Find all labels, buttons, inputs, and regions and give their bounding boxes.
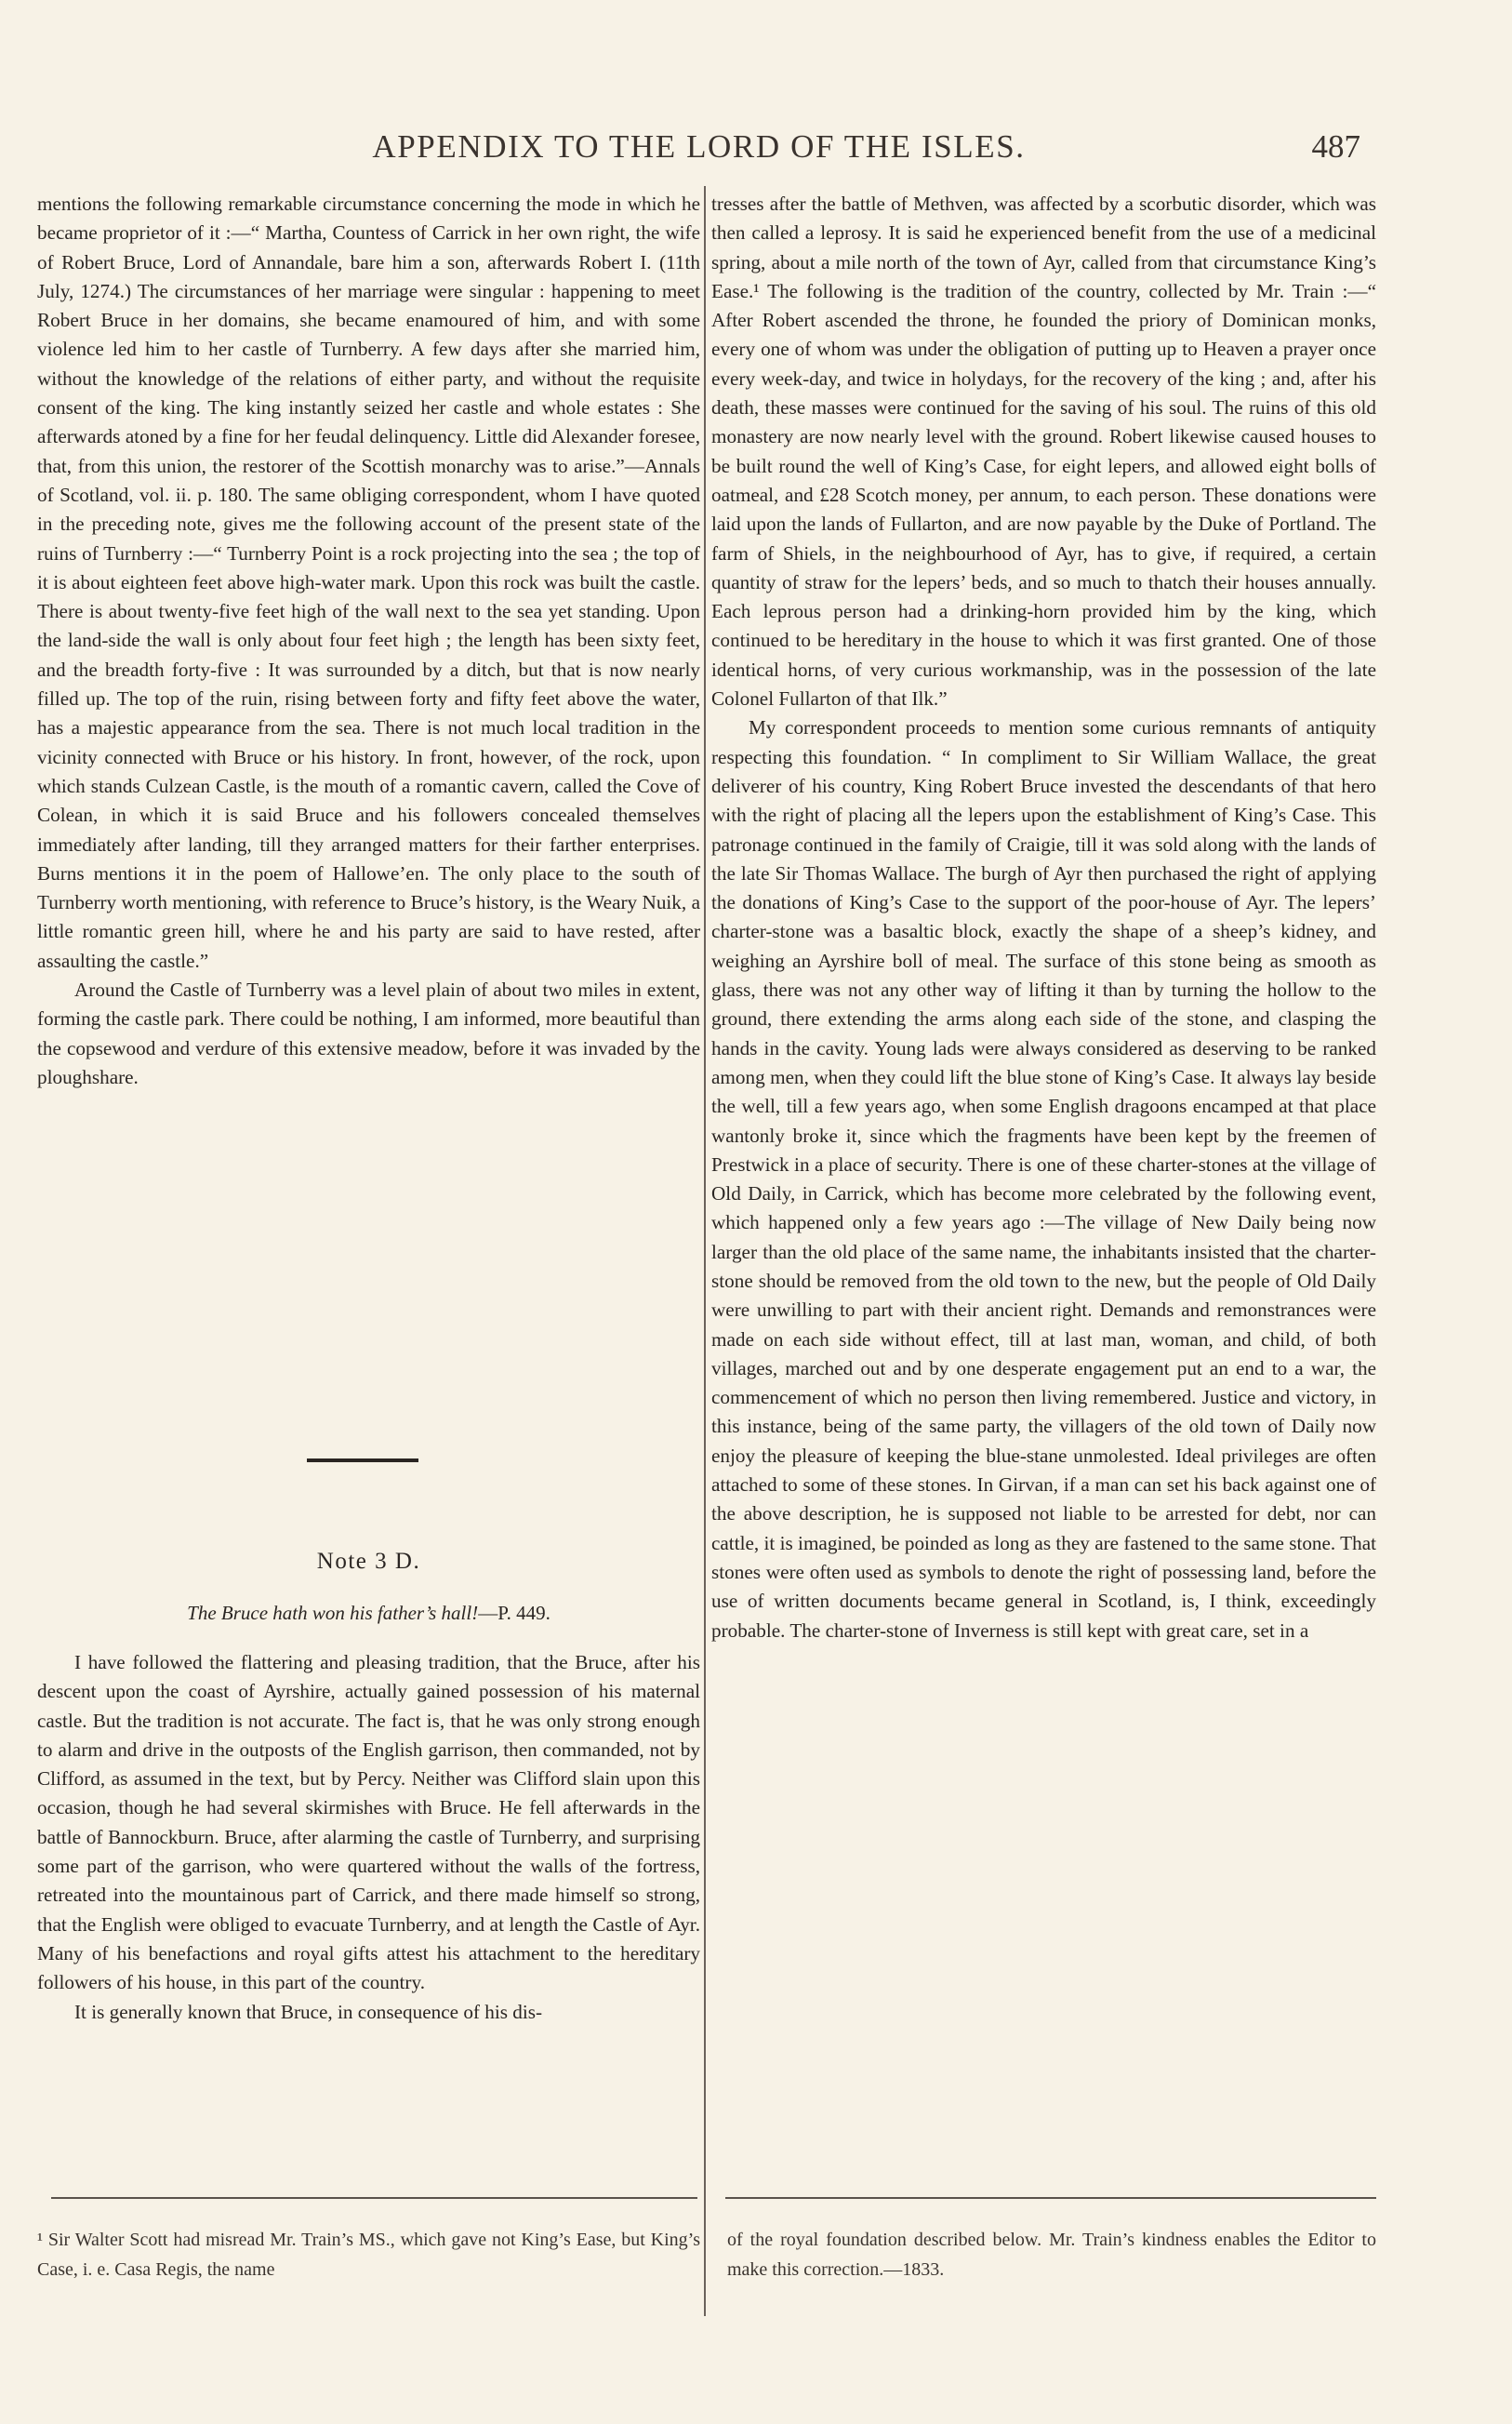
running-header bbox=[37, 128, 1360, 175]
note-heading: Note 3 D. bbox=[316, 1549, 421, 1574]
footnote-rule bbox=[725, 2197, 1376, 2199]
section-divider bbox=[307, 1458, 418, 1462]
note-body bbox=[37, 1648, 700, 2027]
right-column bbox=[711, 190, 1376, 1645]
column-divider bbox=[704, 186, 706, 2316]
footnote: ¹ Sir Walter Scott had misread Mr. Train’s MS., which gave not King’s Ease, but King’s Case, i. e. Casa Regis, the name bbox=[37, 2230, 700, 2280]
paragraph: mentions the following remarkable circumstance concerning the mode in which he became proprietor of it :—“ Martha, Countess of Carrick in her own right, the wife of Robert Bruce, Lord of Annandale, bare him a son, afterwards Robert I. (11th July, 1274.) The circumstances of her marriage were singular : happening to meet Robert Bruce in her domains, she became enamoured of him, and with some violence led him to her castle of Turnberry. A few days after she married him, without the knowledge of the relations of either party, and without the requisite consent of the king. The king instantly seized her castle and whole estates : She afterwards atoned by a fine for her feudal delinquency. Little did Alexander foresee, that, from this union, the restorer of the Scottish monarchy was to arise.”—Annals of Scotland, vol. ii. p. 180. The same obliging correspondent, whom I have quoted in the preceding note, gives me the following account of the present state of the ruins of Turnberry :—“ Turnberry Point is a rock projecting into the sea ; the top of it is about eighteen feet above high-water mark. Upon this rock was built the castle. There is about twenty-five feet high of the wall next to the sea yet standing. Upon the land-side the wall is only about four feet high ; the length has been sixty feet, and the breadth forty-five : It was surrounded by a ditch, but that is now nearly filled up. The top of the ruin, rising between forty and fifty feet above the water, has a majestic appearance from the sea. There is not much local tradition in the vicinity connected with Bruce or his history. In front, however, of the rock, upon which stands Culzean Castle, is the mouth of a romantic cavern, called the Cove of Colean, in which it is said Bruce and his followers concealed themselves immediately after landing, till they arranged matters for their farther enterprises. Burns mentions it in the poem of Hallowe’en. The only place to the south of Turnberry worth mentioning, with reference to Bruce’s history, is the Weary Nuik, a little romantic green hill, where he and his party are said to have rested, after assaulting the castle.” bbox=[37, 193, 700, 972]
footnote-continued: of the royal foundation described below. Mr. Train’s kindness enables the Editor to make this correction.—1833. bbox=[727, 2230, 1376, 2280]
left-column bbox=[37, 190, 700, 1092]
note-citation bbox=[37, 1602, 700, 1625]
running-title: APPENDIX TO THE LORD OF THE ISLES. bbox=[372, 128, 1026, 165]
paragraph: It is generally known that Bruce, in consequence of his dis- bbox=[74, 2000, 543, 2023]
citation-quote: The Bruce hath won his father’s hall! bbox=[187, 1602, 479, 1624]
page-number: 487 bbox=[1311, 128, 1360, 165]
paragraph: My correspondent proceeds to mention some curious remnants of antiquity respecting this foundation. “ In compliment to Sir William Wallace, the great deliverer of his country, King Robert Bruce invested the descendants of that hero with the right of placing all the lepers upon the establishment of King’s Case. This patronage continued in the family of Craigie, till it was sold along with the lands of the late Sir Thomas Wallace. The burgh of Ayr then purchased the right of applying the donations of King’s Case to the support of the poor-house of Ayr. The lepers’ charter-stone was a basaltic block, exactly the shape of a sheep’s kidney, and weighing an Ayrshire boll of meal. The surface of this stone being as smooth as glass, there was not any other way of lifting it than by turning the hollow to the ground, there extending the arms along each side of the stone, and clasping the hands in the cavity. Young lads were always considered as deserving to be ranked among men, when they could lift the blue stone of King’s Case. It always lay beside the well, till a few years ago, when some English dragoons encamped at that place wantonly broke it, since which the fragments have been kept by the freemen of Prestwick in a place of security. There is one of these charter-stones at the village of Old Daily, in Carrick, which has become more celebrated by the following event, which happened only a few years ago :—The village of New Daily being now larger than the old place of the same name, the inhabitants insisted that the charter-stone should be removed from the old town to the new, but the people of Old Daily were unwilling to part with their ancient right. Demands and remonstrances were made on each side without effect, till at last man, woman, and child, of both villages, marched out and by one desperate engagement put an end to a war, the commencement of which no person then living remembered. Justice and victory, in this instance, being of the same party, the villagers of the old town of Daily now enjoy the pleasure of keeping the blue-stane unmolested. Ideal privileges are often attached to some of these stones. In Girvan, if a man can set his back against one of the above description, he is supposed not liable to be arrested for debt, nor can cattle, it is imagined, be poinded as long as they are fastened to the same stone. That stones were often used as symbols to denote the right of possessing land, before the use of written documents became general in Scotland, is, I think, exceedingly probable. The charter-stone of Inverness is still kept with great care, set in a bbox=[711, 716, 1376, 1642]
citation-page-ref: —P. 449. bbox=[478, 1602, 550, 1624]
paragraph: tresses after the battle of Methven, was affected by a scorbutic disorder, which was then called a leprosy. It is said he experienced benefit from the use of a medicinal spring, about a mile north of the town of Ayr, called from that circumstance King’s Ease.¹ The following is the tradition of the country, collected by Mr. Train :—“ After Robert ascended the throne, he founded the priory of Dominican monks, every one of whom was under the obligation of putting up to Heaven a prayer once every week-day, and twice in holydays, for the recovery of the king ; and, after his death, these masses were continued for the saving of his soul. The ruins of this old monastery are now nearly level with the ground. Robert likewise caused houses to be built round the well of King’s Case, for eight lepers, and allowed eight bolls of oatmeal, and £28 Scotch money, per annum, to each person. These donations were laid upon the lands of Fullarton, and are now payable by the Duke of Portland. The farm of Shiels, in the neighbourhood of Ayr, has to give, if required, a certain quantity of straw for the lepers’ beds, and so much to thatch their houses annually. Each leprous person had a drinking-horn provided him by the king, which continued to be hereditary in the house to which it was first granted. One of those identical horns, of very curious workmanship, was in the possession of the late Colonel Fullarton of that Ilk.” bbox=[711, 193, 1376, 711]
paragraph: I have followed the flattering and pleasing tradition, that the Bruce, after his descent upon the coast of Ayrshire, actually gained possession of his maternal castle. But the tradition is not accurate. The fact is, that he was only strong enough to alarm and drive in the outposts of the English garrison, then commanded, not by Clifford, as assumed in the text, but by Percy. Neither was Clifford slain upon this occasion, though he had several skirmishes with Bruce. He fell afterwards in the battle of Bannockburn. Bruce, after alarming the castle of Turnberry, and surprising some part of the garrison, who were quartered without the walls of the fortress, retreated into the mountainous part of Carrick, and there made himself so strong, that the English were obliged to evacuate Turnberry, and at length the Castle of Ayr. Many of his benefactions and royal gifts attest his attachment to the hereditary followers of his house, in this part of the country. bbox=[37, 1651, 700, 1994]
paragraph: Around the Castle of Turnberry was a level plain of about two miles in extent, forming the castle park. There could be nothing, I am informed, more beautiful than the copsewood and verdure of this extensive meadow, before it was invaded by the ploughshare. bbox=[37, 979, 700, 1088]
footnote-rule bbox=[51, 2197, 697, 2199]
